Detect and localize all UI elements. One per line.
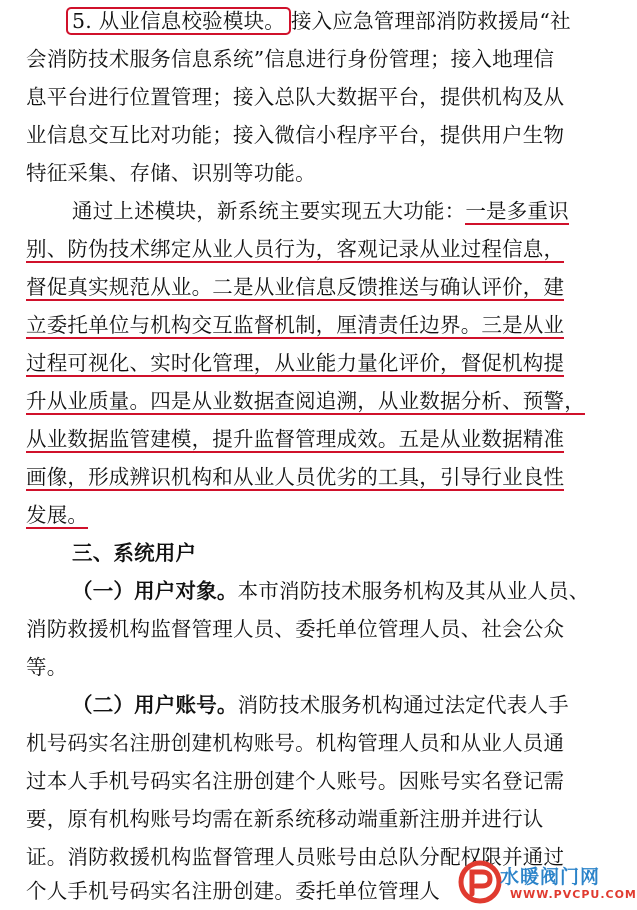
accounts-line-2: 机号码实名注册创建机构账号。机构管理人员和从业人员通	[26, 731, 565, 755]
functions-line-4	[26, 306, 564, 344]
functions-text-5: 过程可视化、实时化管理，从业能力量化评价，督促机构提	[26, 351, 565, 375]
module5-line-4: 业信息交互比对功能；接入微信小程序平台，提供用户生物	[26, 123, 565, 147]
functions-text-4: 立委托单位与机构交互监督机制，厘清责任边界。三是从业	[26, 313, 565, 337]
module5-label-box: 5. 从业信息校验模块。	[66, 7, 291, 35]
accounts-text-1: 消防技术服务机构通过法定代表人手	[237, 693, 569, 717]
functions-text-6: 升从业质量。四是从业数据查阅追溯，从业数据分析、预警，	[26, 389, 585, 413]
watermark-en-text: WWW.PVCPU.COM	[510, 888, 637, 901]
functions-line-1	[72, 192, 569, 230]
functions-text-8: 画像，形成辨识机构和从业人员优劣的工具，引导行业良性	[26, 465, 565, 489]
users-line-2: 消防救援机构监督管理人员、委托单位管理人员、社会公众	[26, 617, 565, 641]
module5-line-5: 特征采集、存储、识别等功能。	[26, 161, 316, 185]
users-line-3: 等。	[26, 655, 68, 679]
functions-text-1: 一是多重识	[465, 199, 569, 223]
watermark-logo-icon	[458, 860, 502, 904]
users-text-1: 本市消防技术服务机构及其从业人员、	[237, 579, 590, 603]
accounts-line-4: 要，原有机构账号均需在新系统移动端重新注册并进行认	[26, 807, 544, 831]
accounts-line-1	[72, 686, 569, 724]
module5-line-2: 会消防技术服务信息系统”信息进行身份管理；接入地理信	[26, 47, 555, 71]
site-watermark	[458, 858, 637, 908]
functions-line-9	[26, 496, 88, 534]
module5-text-1: 接入应急管理部消防救援局“社	[290, 9, 571, 33]
accounts-label: （二）用户账号。	[72, 693, 238, 717]
functions-line-7	[26, 420, 564, 458]
functions-line-3	[26, 268, 564, 306]
users-label: （一）用户对象。	[72, 579, 238, 603]
functions-text-7: 从业数据监管建模，提升监督管理成效。五是从业数据精准	[26, 427, 565, 451]
users-line-1	[72, 572, 590, 610]
functions-intro: 通过上述模块，新系统主要实现五大功能：	[72, 199, 466, 223]
functions-line-2	[26, 230, 564, 268]
module5-line-3: 息平台进行位置管理；接入总队大数据平台，提供机构及从	[26, 85, 565, 109]
section3-heading: 三、系统用户	[72, 541, 197, 565]
watermark-cn-text: 水暖阀门网	[500, 866, 601, 888]
functions-line-5	[26, 344, 564, 382]
functions-text-3: 督促真实规范从业。二是从业信息反馈推送与确认评价，建	[26, 275, 565, 299]
functions-text-9: 发展。	[26, 503, 89, 527]
accounts-line-3: 过本人手机号码实名注册创建个人账号。因账号实名登记需	[26, 769, 565, 793]
functions-text-2: 别、防伪技术绑定从业人员行为，客观记录从业过程信息，	[26, 237, 565, 261]
module5-line-1	[72, 2, 571, 40]
functions-line-8	[26, 458, 564, 496]
accounts-line-5: 证。消防救援机构监督管理人员账号由总队分配权限并通过	[26, 845, 565, 869]
functions-line-6	[26, 382, 585, 420]
accounts-line-6: 个人手机号码实名注册创建。委托单位管理人	[26, 879, 440, 903]
